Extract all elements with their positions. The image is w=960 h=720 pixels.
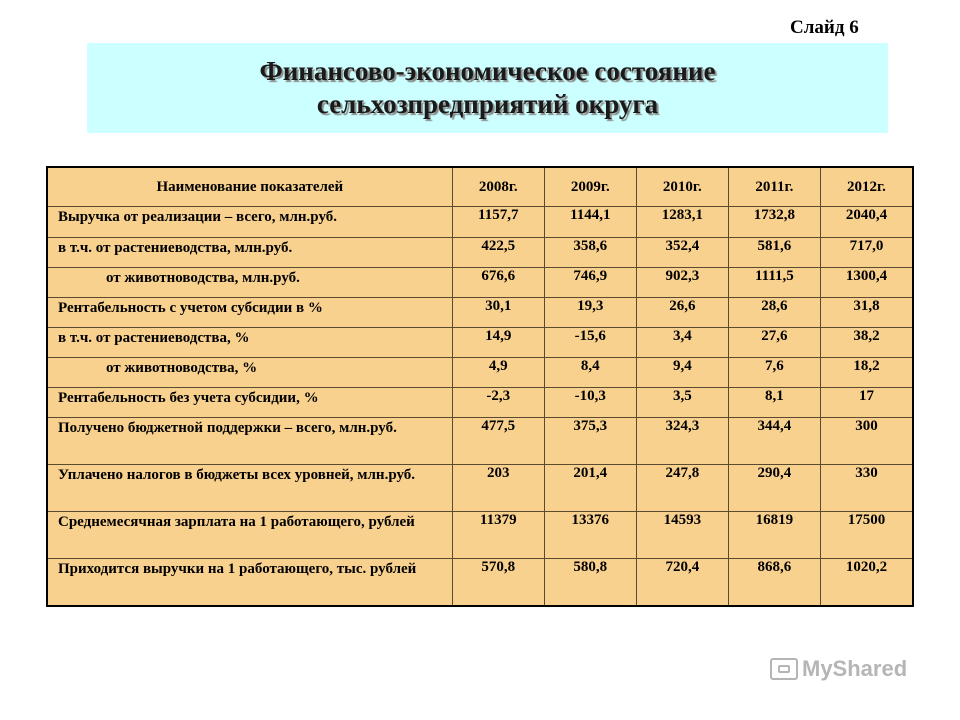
row-value: 352,4 [636,238,728,268]
row-label: Рентабельность без учета субсидии, % [47,388,452,418]
row-value: 26,6 [636,298,728,328]
table-row [47,388,913,418]
row-value: 375,3 [544,418,636,465]
row-value: 1111,5 [728,268,820,298]
row-label: Уплачено налогов в бюджеты всех уровней, млн.руб. [47,465,452,512]
table-row [47,559,913,607]
watermark [770,656,907,682]
header-year-2012: 2012г. [820,167,913,207]
row-value: 1144,1 [544,207,636,238]
table-header-row [47,167,913,207]
row-value: 746,9 [544,268,636,298]
row-value: 11379 [452,512,544,559]
presentation-screen-icon [770,658,798,680]
row-value: 13376 [544,512,636,559]
title-line-2: сельхозпредприятий округа [316,89,659,119]
row-value: 17 [820,388,913,418]
row-label: в т.ч. от растениеводства, % [47,328,452,358]
table-row [47,268,913,298]
row-value: 9,4 [636,358,728,388]
row-value: 8,4 [544,358,636,388]
row-value: 1157,7 [452,207,544,238]
table-body [47,207,913,607]
row-value: 1283,1 [636,207,728,238]
row-value: 247,8 [636,465,728,512]
row-value: 7,6 [728,358,820,388]
table-row [47,207,913,238]
row-value: 902,3 [636,268,728,298]
slide-number: Слайд 6 [790,17,859,38]
row-value: 300 [820,418,913,465]
row-value: 16819 [728,512,820,559]
row-label: в т.ч. от растениеводства, млн.руб. [47,238,452,268]
header-year-2010: 2010г. [636,167,728,207]
row-value: 720,4 [636,559,728,607]
row-value: 717,0 [820,238,913,268]
row-value: 581,6 [728,238,820,268]
row-value: 4,9 [452,358,544,388]
row-value: 1020,2 [820,559,913,607]
row-value: 324,3 [636,418,728,465]
row-value: 477,5 [452,418,544,465]
row-value: -15,6 [544,328,636,358]
row-value: 38,2 [820,328,913,358]
title-line-1: Финансово-экономическое состояние [259,56,716,86]
row-value: 1732,8 [728,207,820,238]
row-value: 2040,4 [820,207,913,238]
row-value: -2,3 [452,388,544,418]
row-value: 28,6 [728,298,820,328]
row-value: -10,3 [544,388,636,418]
row-label: Приходится выручки на 1 работающего, тыс. рублей [47,559,452,607]
row-label: Получено бюджетной поддержки – всего, млн.руб. [47,418,452,465]
table-row [47,465,913,512]
indicators-table [46,166,914,607]
table-row [47,512,913,559]
header-year-2008: 2008г. [452,167,544,207]
row-value: 19,3 [544,298,636,328]
header-year-2009: 2009г. [544,167,636,207]
table-row [47,328,913,358]
row-value: 31,8 [820,298,913,328]
row-value: 676,6 [452,268,544,298]
row-value: 18,2 [820,358,913,388]
row-value: 14593 [636,512,728,559]
row-label: от животноводства, млн.руб. [47,268,452,298]
row-label: Среднемесячная зарплата на 1 работающего, рублей [47,512,452,559]
row-value: 3,5 [636,388,728,418]
row-value: 27,6 [728,328,820,358]
row-value: 868,6 [728,559,820,607]
row-value: 570,8 [452,559,544,607]
row-value: 580,8 [544,559,636,607]
header-indicator-name: Наименование показателей [47,167,452,207]
row-value: 344,4 [728,418,820,465]
row-label: Выручка от реализации – всего, млн.руб. [47,207,452,238]
title-banner [87,43,888,133]
table-row [47,298,913,328]
header-year-2011: 2011г. [728,167,820,207]
watermark-text: MyShared [802,656,908,681]
row-value: 330 [820,465,913,512]
row-value: 422,5 [452,238,544,268]
row-value: 290,4 [728,465,820,512]
row-value: 358,6 [544,238,636,268]
row-label: от животноводства, % [47,358,452,388]
table-row [47,238,913,268]
row-value: 14,9 [452,328,544,358]
row-value: 1300,4 [820,268,913,298]
row-value: 17500 [820,512,913,559]
row-value: 203 [452,465,544,512]
row-value: 3,4 [636,328,728,358]
table-row [47,418,913,465]
table-row [47,358,913,388]
row-value: 8,1 [728,388,820,418]
row-label: Рентабельность с учетом субсидии в % [47,298,452,328]
row-value: 201,4 [544,465,636,512]
row-value: 30,1 [452,298,544,328]
